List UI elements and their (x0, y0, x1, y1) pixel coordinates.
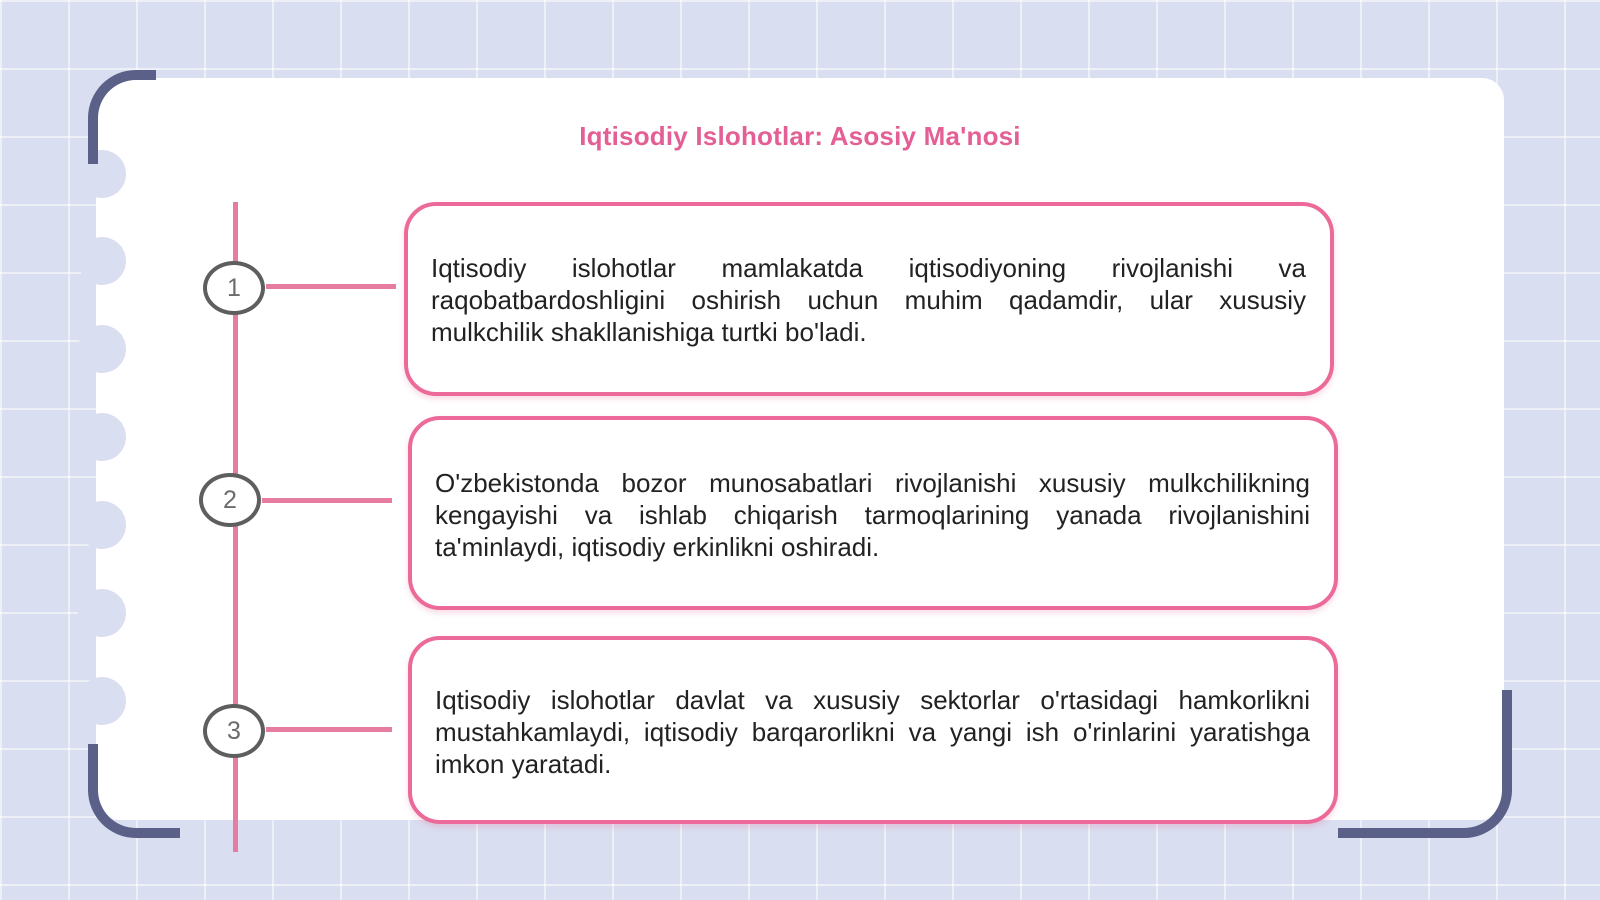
step-number: 2 (223, 485, 237, 514)
step-text: O'zbekistonda bozor munosabatlari rivojlanishi xususiy mulkchilikning kengayishi va ishlab chiqarish tarmoqlarining yanada rivojlanishini ta'minlaydi, iqtisodiy erkinlikni oshiradi. (435, 468, 1310, 562)
step-connector (262, 498, 392, 503)
binding-notch (78, 325, 126, 373)
slide-title: Iqtisodiy Islohotlar: Asosiy Ma'nosi (579, 121, 1021, 151)
step-number-badge (203, 704, 265, 758)
step-text: Iqtisodiy islohotlar davlat va xususiy sektorlar o'rtasidagi hamkorlikni mustahkamlaydi, iqtisodiy barqarorlikni va yangi ish o'rinlarini yaratishga imkon yaratadi. (435, 685, 1310, 779)
step-number-badge (199, 473, 261, 527)
step-number: 1 (227, 273, 241, 302)
step-connector (266, 284, 396, 289)
binding-notch (78, 237, 126, 285)
step-number-badge (203, 261, 265, 315)
corner-bracket-bottom-left (88, 744, 180, 838)
binding-notch (78, 677, 126, 725)
step-number: 3 (227, 716, 241, 745)
step-connector (266, 727, 392, 732)
corner-bracket-bottom-right (1338, 690, 1512, 838)
step-text: Iqtisodiy islohotlar mamlakatda iqtisodiyoning rivojlanishi va raqobatbardoshligini oshirish uchun muhim qadamdir, ular xususiy mulkchilik shakllanishiga turtki bo'ladi. (431, 253, 1306, 347)
binding-notch (78, 501, 126, 549)
binding-notch (78, 413, 126, 461)
binding-notch (78, 589, 126, 637)
